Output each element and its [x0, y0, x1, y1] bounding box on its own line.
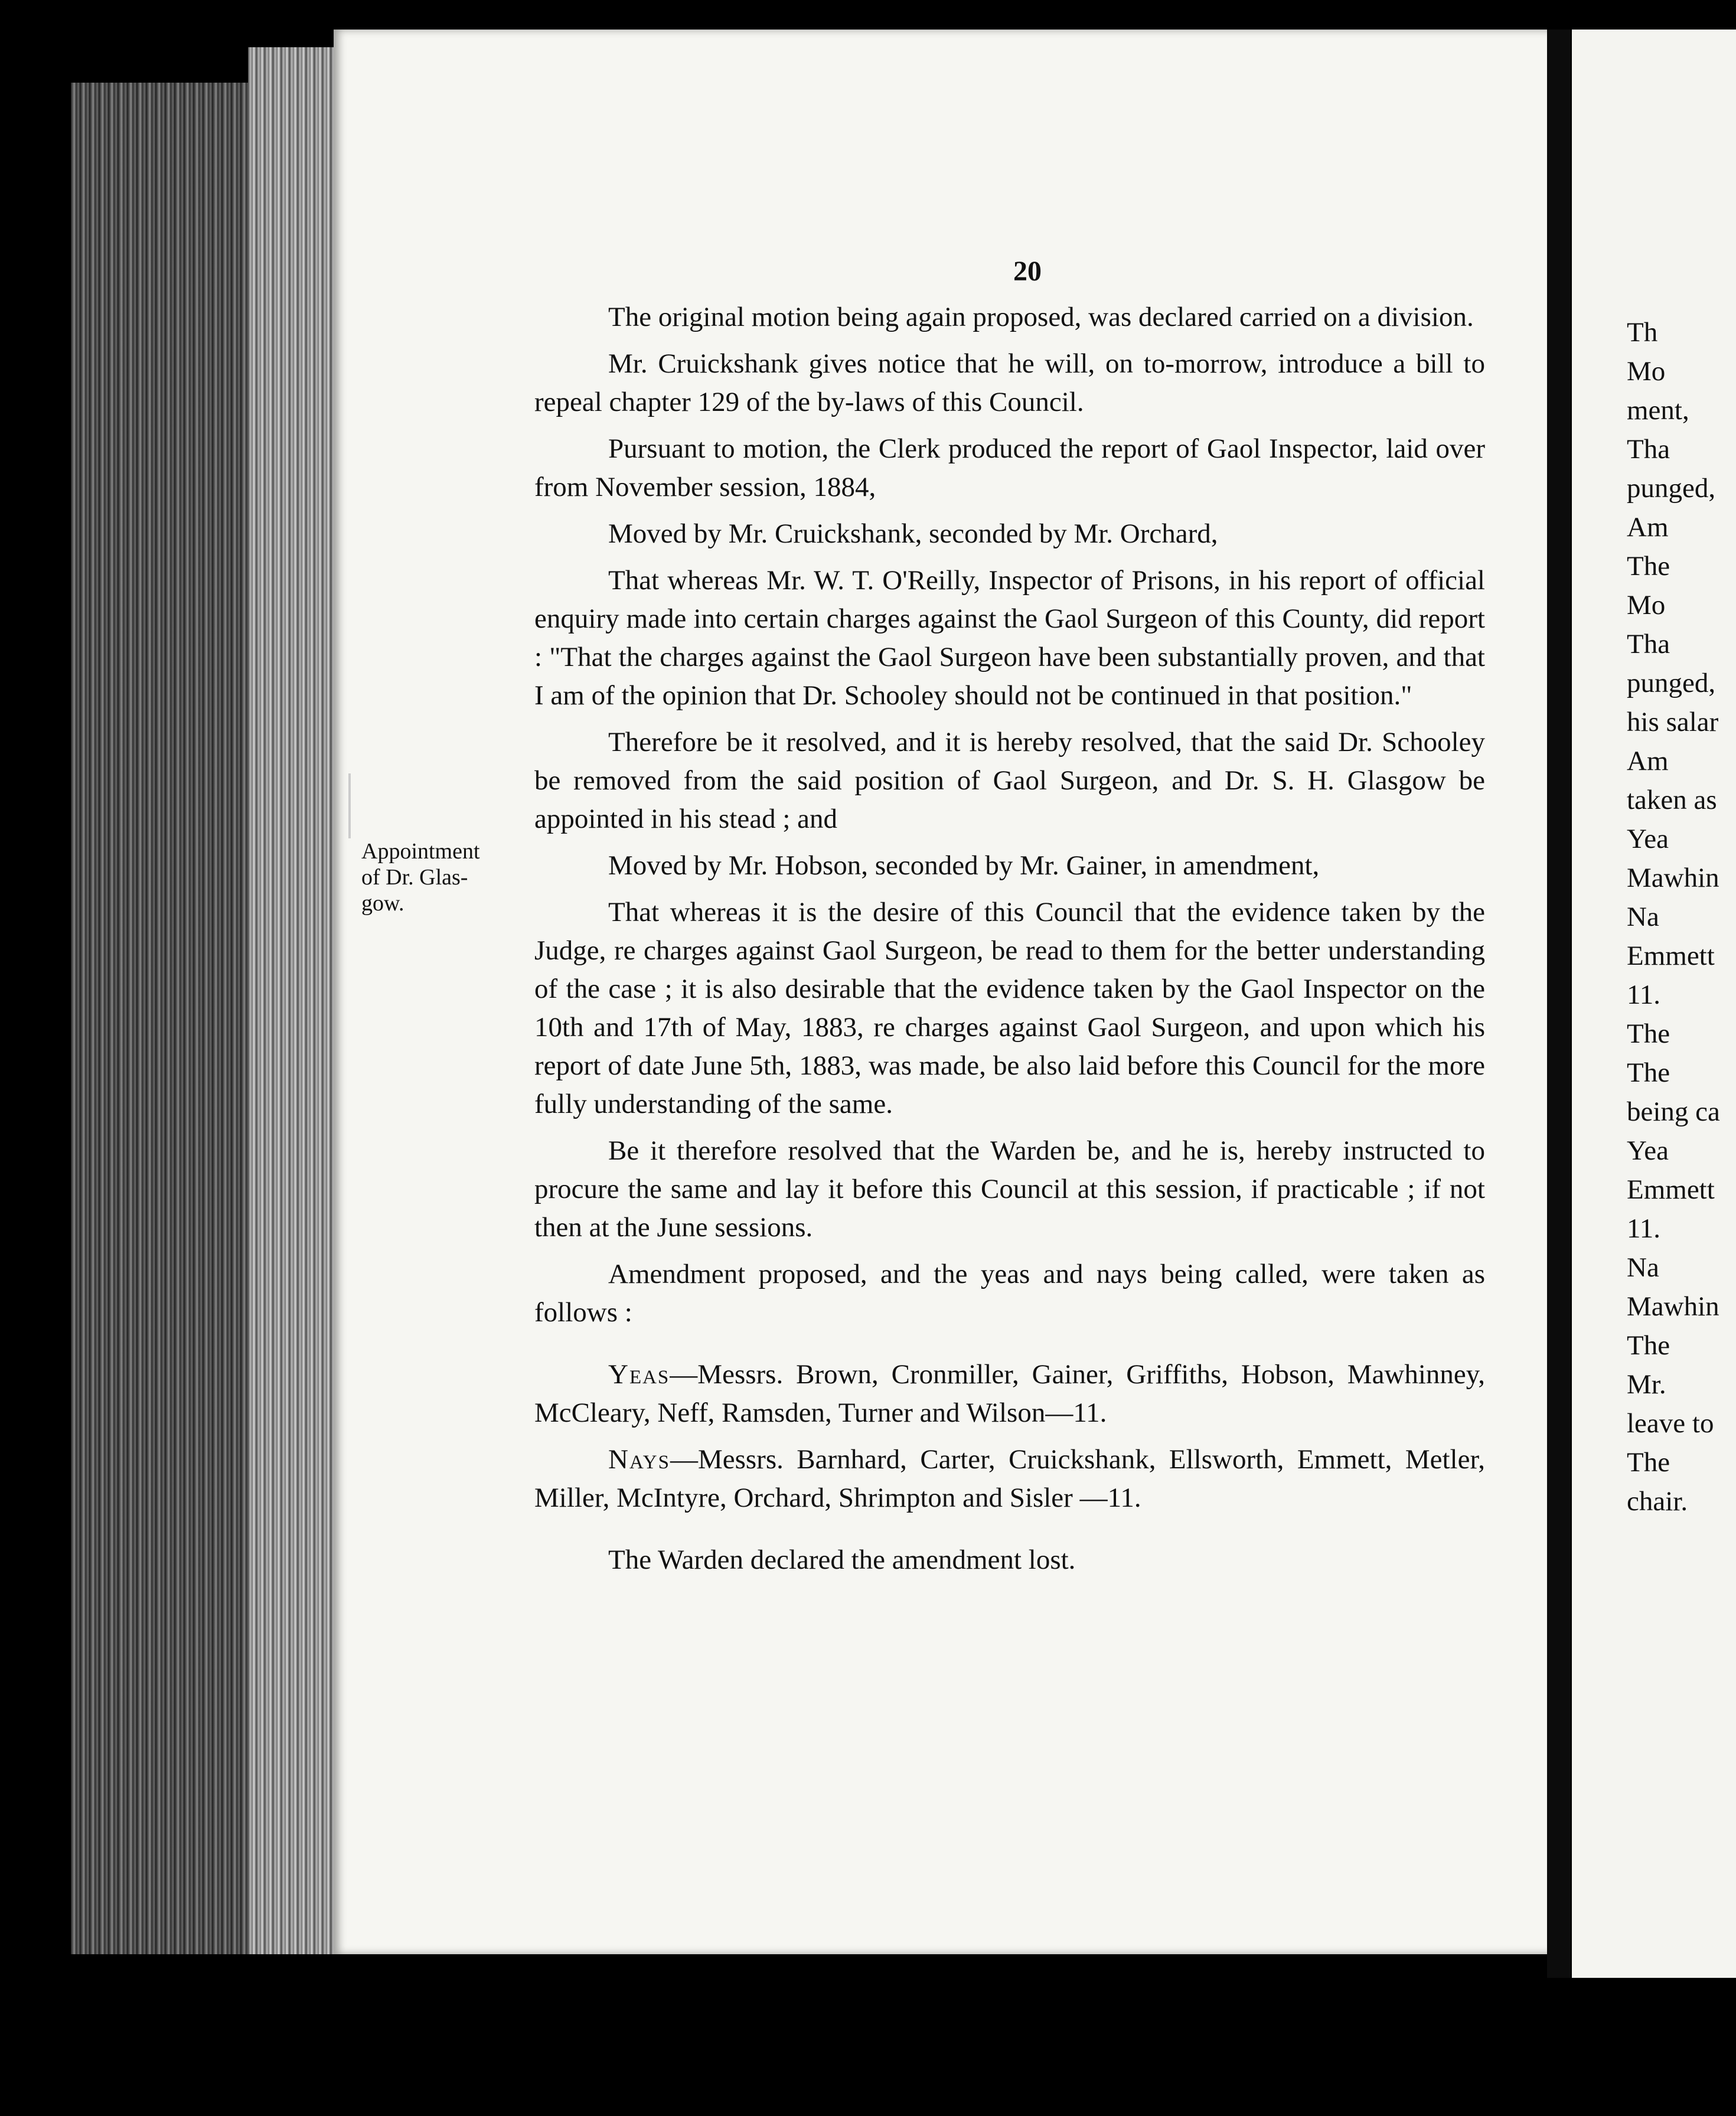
right-page-fragment: being ca [1627, 1096, 1720, 1127]
right-page-fragment: Am [1627, 512, 1669, 543]
right-page-fragment: punged, [1627, 473, 1716, 504]
nays-label: Nays [608, 1444, 670, 1475]
right-page-fragment: Mawhin [1627, 863, 1719, 893]
right-page-fragment: The [1627, 1018, 1670, 1049]
paragraph: Therefore be it resolved, and it is hereby resolved, that the said Dr. Schooley be removed from the said position of Gaol Surgeon, and Dr. S. H. Glasgow be appointed in his stead ; and [534, 727, 1485, 834]
right-page-fragment: The [1627, 1330, 1670, 1361]
right-page-fragment: Am [1627, 746, 1669, 776]
page-body [534, 298, 1485, 1588]
right-page-fragment: ment, [1627, 395, 1689, 426]
right-page-fragment: Emmett [1627, 1174, 1715, 1205]
right-page-fragment: Yea [1627, 824, 1669, 854]
right-page-fragment: Tha [1627, 434, 1670, 465]
nays-text: —Messrs. Barnhard, Carter, Cruickshank, Ellsworth, Emmett, Metler, Miller, McIntyre, Orchard, Shrimpton and Sisler —11. [534, 1444, 1485, 1513]
paragraph: That whereas it is the desire of this Council that the evidence taken by the Judge, re charges against Gaol Surgeon, be read to them for the better understanding of the case ; it is also desirable that the evidence taken by the Gaol Inspector on the 10th and 17th of May, 1883, re charges against Gaol Surgeon, and upon which his report of date June 5th, 1883, was made, be also laid before this Council for the more fully understanding of the same. [534, 897, 1485, 1119]
margin-note [361, 838, 533, 916]
page-number: 20 [1013, 256, 1042, 287]
paragraph: Moved by Mr. Hobson, seconded by Mr. Gainer, in amendment, [608, 850, 1320, 881]
right-page-fragment: Na [1627, 902, 1659, 932]
right-page-fragment: Na [1627, 1252, 1659, 1283]
right-page-fragment: leave to [1627, 1408, 1714, 1439]
yeas-vote [534, 1356, 1485, 1432]
right-page-fragment: Mo [1627, 590, 1666, 621]
right-page-text [1627, 313, 1736, 1521]
yeas-text: —Messrs. Brown, Cronmiller, Gainer, Griffiths, Hobson, Mawhinney, McCleary, Neff, Ramsden, Turner and Wilson—11. [534, 1359, 1485, 1428]
right-page-fragment: his salar [1627, 707, 1719, 737]
margin-mark [348, 773, 351, 838]
margin-note-line: Appointment [361, 839, 480, 864]
paragraph: Mr. Cruickshank gives notice that he will, on to-morrow, introduce a bill to repeal chapter 129 of the by-laws of this Council. [534, 348, 1485, 417]
right-page-fragment: chair. [1627, 1486, 1688, 1517]
right-page-fragment: Yea [1627, 1135, 1669, 1166]
right-page-fragment: Emmett [1627, 941, 1715, 971]
paragraph: Be it therefore resolved that the Warden be, and he is, hereby instructed to procure the same and lay it before this Council at this session, if practicable ; if not then at the June sessions. [534, 1135, 1485, 1243]
paragraph: The original motion being again proposed, was declared carried on a division. [608, 302, 1474, 332]
right-page-fragment: Mr. [1627, 1369, 1666, 1400]
right-page-fragment: Mawhin [1627, 1291, 1719, 1322]
paragraph: Moved by Mr. Cruickshank, seconded by Mr. Orchard, [608, 518, 1218, 549]
right-page-fragment: 11. [1627, 1213, 1661, 1244]
book-spine [1547, 30, 1571, 1978]
right-page-fragment: taken as [1627, 785, 1717, 815]
right-page-fragment: The [1627, 551, 1670, 582]
nays-vote [534, 1441, 1485, 1517]
margin-note-line: of Dr. Glas- [361, 865, 468, 890]
right-page-fragment: Tha [1627, 629, 1670, 659]
paragraph: Amendment proposed, and the yeas and nays being called, were taken as follows : [534, 1259, 1485, 1328]
paragraph: Pursuant to motion, the Clerk produced the report of Gaol Inspector, laid over from November session, 1884, [534, 433, 1485, 502]
closing-line: The Warden declared the amendment lost. [608, 1544, 1076, 1575]
right-page-fragment: The [1627, 1447, 1670, 1478]
paragraph: That whereas Mr. W. T. O'Reilly, Inspector of Prisons, in his report of official enquiry made into certain charges against the Gaol Surgeon of this County, did report : "That the charges against the Gaol Surgeon have been substantially proven, and that I am of the opinion that Dr. Schooley should not be continued in that position." [534, 565, 1485, 711]
margin-note-line: gow. [361, 891, 404, 916]
right-page-fragment: Th [1627, 317, 1658, 348]
yeas-label: Yeas [608, 1359, 670, 1390]
right-page-fragment: punged, [1627, 668, 1716, 698]
right-page-fragment: Mo [1627, 356, 1666, 387]
right-page-fragment: 11. [1627, 979, 1661, 1010]
right-page-fragment: The [1627, 1057, 1670, 1088]
